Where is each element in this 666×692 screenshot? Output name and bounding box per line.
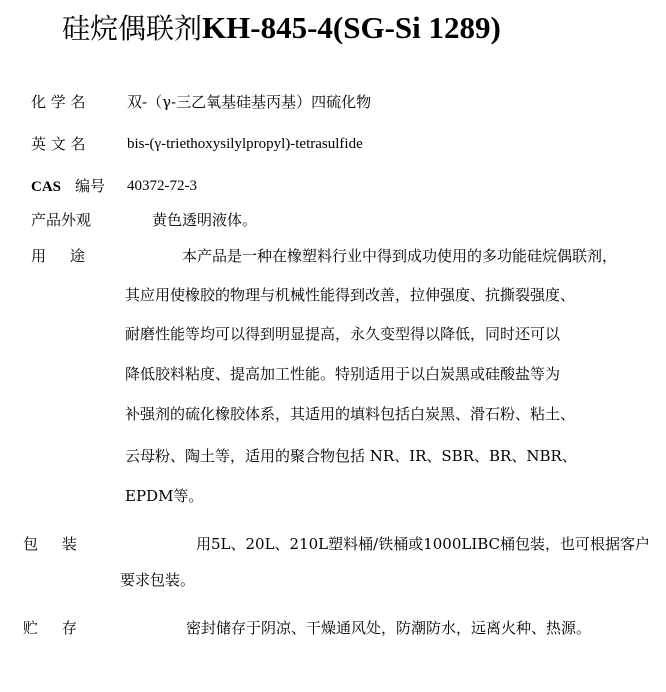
packaging-line: 要求包装。 [120,571,196,589]
usage-line: 本产品是一种在橡塑料行业中得到成功使用的多功能硅烷偶联剂， [182,247,618,265]
cas-value: 40372-72-3 [127,178,197,194]
eng-name-label: 英 文 名 [31,135,86,153]
usage-line: 云母粉、陶土等，适用的聚合物包括 NR、IR、SBR、BR、NBR、 [125,447,577,465]
usage-label: 用 途 [31,247,85,265]
cas-label [31,176,105,197]
usage-line: 补强剂的硫化橡胶体系，其适用的填料包括白炭黑、滑石粉、粘土、 [125,405,576,423]
appearance-label: 产品外观 [31,211,92,229]
page-title [62,10,501,47]
title-chinese: 硅烷偶联剂 [62,12,203,45]
storage-value: 密封储存于阴凉、干燥通风处，防潮防水，远离火种、热源。 [186,619,592,637]
title-model: KH-845-4(SG-Si 1289) [202,10,501,45]
eng-name-value: bis-(γ-triethoxysilylpropyl)-tetrasulfide [127,136,363,152]
usage-line: EPDM等。 [125,487,204,505]
chem-name-label: 化 学 名 [31,93,86,111]
usage-line: 降低胶料粘度、提高加工性能。特别适用于以白炭黑或硅酸盐等为 [125,365,561,383]
packaging-line: 用5L、20L、210L塑料桶/铁桶或1000LIBC桶包装，也可根据客户 [196,535,651,553]
chem-name-value: 双-（γ-三乙氧基硅基丙基）四硫化物 [127,93,372,111]
appearance-value: 黄色透明液体。 [152,211,258,229]
usage-line: 其应用使橡胶的物理与机械性能得到改善，拉伸强度、抗撕裂强度、 [125,286,576,304]
cas-label-cn: 编号 [75,177,106,195]
usage-line: 耐磨性能等均可以得到明显提高，永久变型得以降低，同时还可以 [125,325,561,343]
cas-label-en: CAS [31,179,62,195]
packaging-label: 包 装 [23,535,77,553]
storage-label: 贮 存 [23,619,77,637]
